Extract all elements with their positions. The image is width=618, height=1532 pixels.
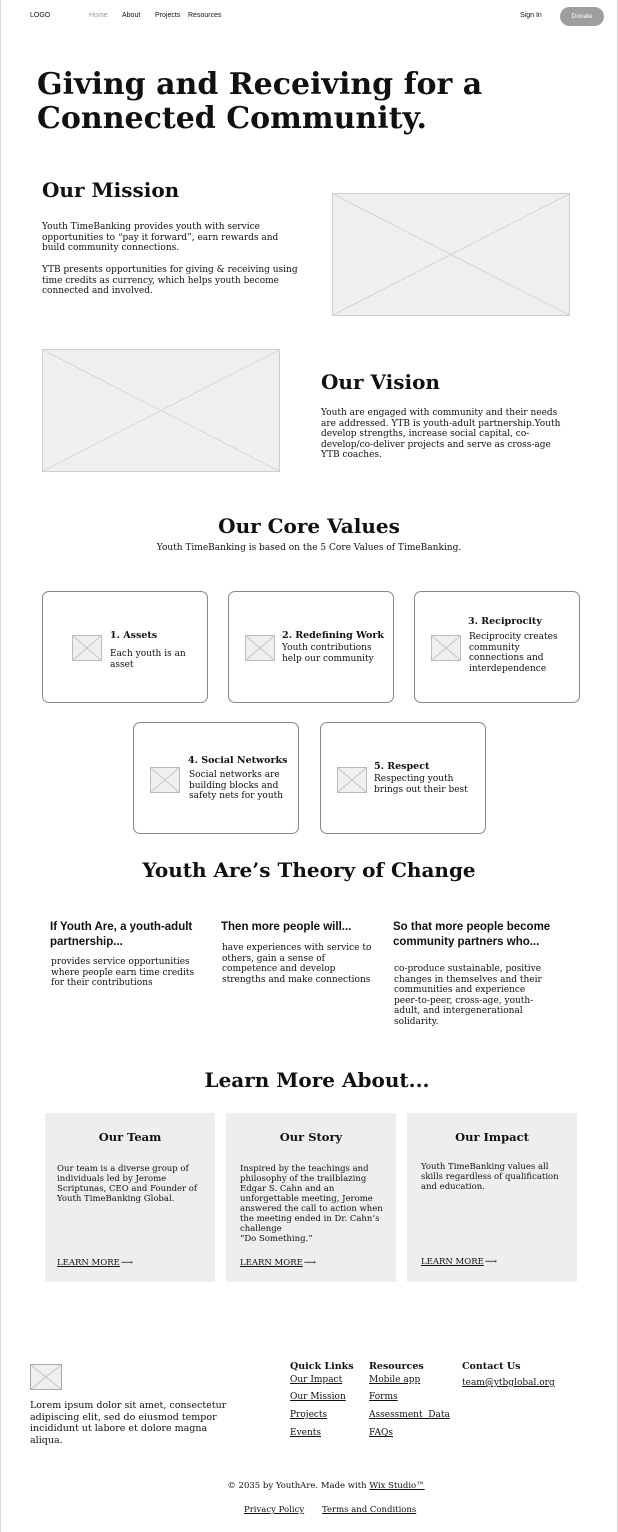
footer-resources-title: Resources (369, 1361, 424, 1372)
vision-text: Youth are engaged with community and their needs are addressed. YTB is youth-adult partnership.Youth develop strengths, increase social capital, co-develop/co-deliver projects and serve as cross-age YTB coaches. (321, 408, 561, 460)
arrow-right-icon: ⟶ (303, 1258, 316, 1268)
vision-image-placeholder (42, 349, 280, 472)
footer-link-events[interactable]: Events (290, 1428, 322, 1438)
learn-card-team (45, 1113, 215, 1282)
nav-about[interactable]: About (122, 12, 141, 19)
learn-card-text: Youth TimeBanking values all skills regardless of qualification and education. (421, 1162, 559, 1192)
page-frame-left (0, 0, 1, 1532)
terms-link[interactable]: Terms and Conditions (322, 1505, 417, 1515)
learn-card-title: Our Impact (455, 1130, 529, 1144)
arrow-right-icon: ⟶ (484, 1257, 497, 1267)
footer-link-our-impact[interactable]: Our Impact (290, 1375, 343, 1385)
mission-text-1: Youth TimeBanking provides youth with service opportunities to “pay it forward”, earn rewards and build community connections. (42, 222, 279, 253)
donate-button[interactable]: Donate (560, 7, 604, 26)
theory-body-3: co-produce sustainable, positive changes in themselves and their communities and experience peer-to-peer, cross-age, youth-adult, and intergenerational solidarity. (394, 964, 542, 1027)
footer-contact-title: Contact Us (462, 1361, 521, 1372)
learn-more-link[interactable] (57, 1258, 133, 1268)
footer-link-faqs[interactable]: FAQs (369, 1428, 393, 1438)
theory-heading-1: If Youth Are, a youth-adult partnership... (50, 921, 193, 948)
learn-more-label[interactable]: LEARN MORE (421, 1257, 484, 1267)
learn-more-link[interactable] (240, 1258, 316, 1268)
footer-link-projects[interactable]: Projects (290, 1410, 328, 1420)
footer-blurb: Lorem ipsum dolor sit amet, consectetur adipiscing elit, sed do eiusmod tempor incididunt ut labore et dolore magna aliqua. (30, 1400, 227, 1446)
nav-projects[interactable]: Projects (155, 12, 181, 19)
value-desc: Each youth is an asset (110, 649, 186, 670)
value-title: 2. Redefining Work (282, 630, 384, 641)
footer-link-assessment-data[interactable]: Assessment Data (369, 1410, 450, 1420)
nav-home[interactable]: Home (89, 12, 108, 19)
learn-more-label[interactable]: LEARN MORE (57, 1258, 120, 1268)
footer-email-link[interactable]: team@ytbglobal.org (462, 1378, 555, 1388)
theory-title: Youth Are’s Theory of Change (142, 858, 476, 882)
vision-title: Our Vision (321, 370, 440, 394)
hero-title-line1: Giving and Receiving for a (37, 67, 483, 102)
value-title: 1. Assets (110, 630, 158, 641)
core-values-subtitle: Youth TimeBanking is based on the 5 Core Values of TimeBanking. (156, 543, 462, 553)
privacy-policy-link[interactable]: Privacy Policy (244, 1505, 305, 1515)
learn-card-impact (407, 1113, 577, 1282)
learn-card-title: Our Team (98, 1130, 162, 1144)
learn-more-title: Learn More About... (204, 1068, 430, 1092)
value-card-assets (42, 591, 208, 703)
theory-body-2: have experiences with service to others, gain a sense of competence and develop strengths and make connections (222, 943, 372, 985)
value-desc: Social networks are building blocks and safety nets for youth (189, 770, 284, 801)
core-values-title: Our Core Values (218, 514, 400, 538)
learn-card-text: Inspired by the teachings and philosophy of the trailblazing Edgar S. Cahn and an unforgettable meeting, Jerome answered the call to action when the meeting ended in Dr. Cahn’s challenge “Do Something.” (240, 1164, 383, 1244)
value-card-redefining-work (228, 591, 394, 703)
arrow-right-icon: ⟶ (120, 1258, 133, 1268)
mission-image-placeholder (332, 193, 570, 316)
nav-resources[interactable]: Resources (188, 12, 222, 19)
theory-body-1: provides service opportunities where people earn time credits for their contributions (51, 957, 195, 988)
footer-logo-placeholder (30, 1364, 62, 1390)
image-icon (150, 767, 180, 793)
value-title: 4. Social Networks (188, 755, 288, 766)
wix-studio-link[interactable]: Wix Studio™ (369, 1481, 425, 1491)
value-title: 3. Reciprocity (468, 616, 542, 627)
value-title: 5. Respect (374, 761, 430, 772)
learn-card-story (226, 1113, 396, 1282)
learn-card-title: Our Story (279, 1130, 343, 1144)
hero-title (37, 68, 507, 136)
learn-more-link[interactable] (421, 1257, 497, 1267)
theory-heading-3: So that more people become community partners who... (393, 921, 551, 948)
footer-quick-links-title: Quick Links (290, 1361, 354, 1372)
image-icon (72, 635, 102, 661)
value-card-social-networks (133, 722, 299, 834)
mission-text-2: YTB presents opportunities for giving & receiving using time credits as currency, which helps youth become connected and involved. (42, 265, 298, 296)
footer-link-mobile-app[interactable]: Mobile app (369, 1375, 421, 1385)
value-desc: Reciprocity creates community connections and interdependence (469, 632, 558, 674)
learn-card-text: Our team is a diverse group of individuals led by Jerome Scriptunas, CEO and Founder of Youth TimeBanking Global. (57, 1164, 198, 1204)
footer-link-forms[interactable]: Forms (369, 1392, 398, 1402)
mission-title: Our Mission (42, 178, 180, 202)
value-card-respect (320, 722, 486, 834)
value-card-reciprocity (414, 591, 580, 703)
sign-in-link[interactable]: Sign In (520, 12, 542, 19)
footer-copyright (0, 1481, 618, 1492)
copyright-text: © 2035 by YouthAre. Made with (227, 1481, 370, 1491)
learn-more-label[interactable]: LEARN MORE (240, 1258, 303, 1268)
image-icon (245, 635, 275, 661)
value-desc: Respecting youth brings out their best (374, 774, 468, 795)
hero-title-line2: Connected Community. (37, 101, 427, 136)
logo[interactable]: LOGO (30, 12, 51, 19)
value-desc: Youth contributions help our community (282, 643, 374, 664)
image-icon (431, 635, 461, 661)
theory-heading-2: Then more people will... (221, 921, 352, 933)
footer-link-our-mission[interactable]: Our Mission (290, 1392, 346, 1402)
image-icon (337, 767, 367, 793)
